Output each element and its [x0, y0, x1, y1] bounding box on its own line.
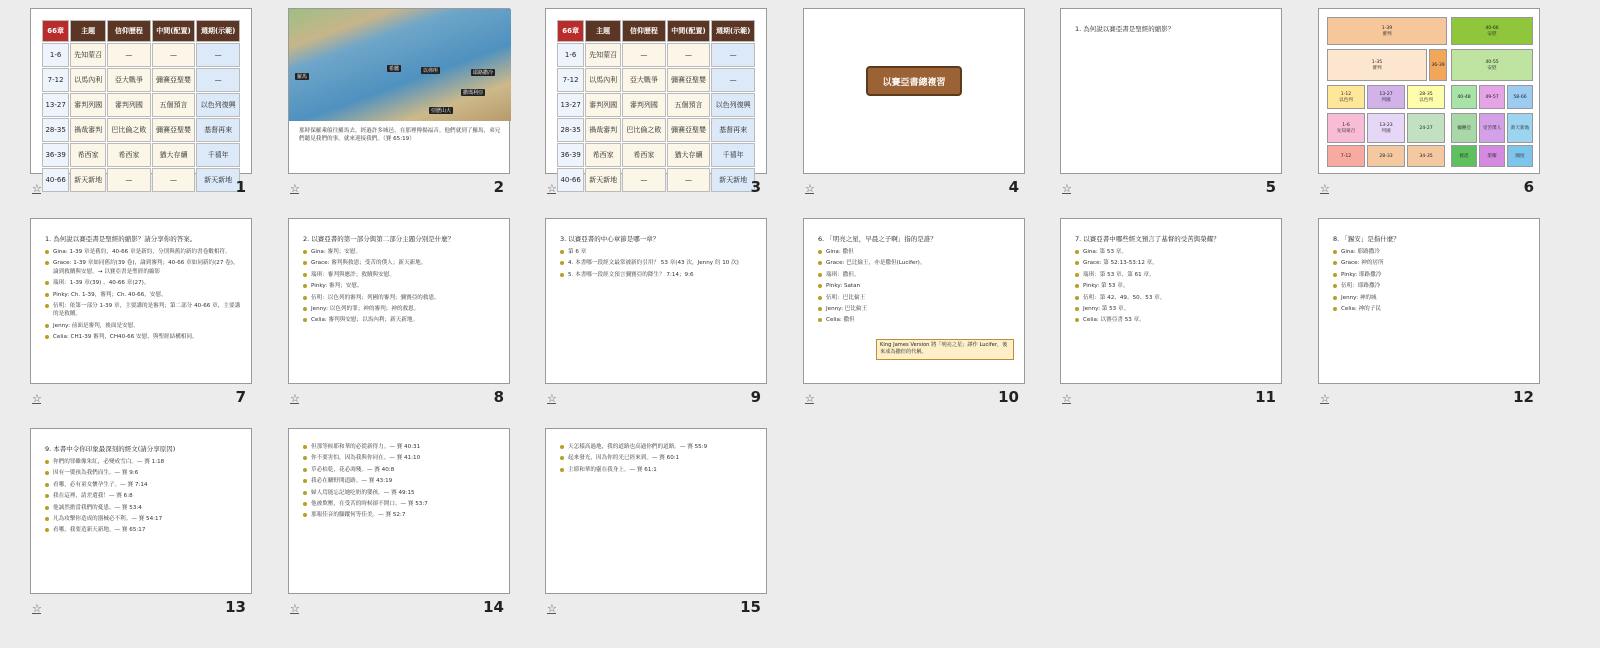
bullet-item: Grace: 1-39 章如同舊約(39 卷)，論到審判；40-66 章如同新約(27 卷)，論到救贖與安慰。→ 以賽亞書是聖經的縮影	[53, 259, 241, 276]
slide-thumbnail[interactable]	[545, 210, 795, 410]
slide-transition-icon[interactable]: ☆	[1320, 392, 1330, 405]
table-cell: 五個預言	[667, 93, 711, 117]
bullet-list	[1319, 248, 1539, 313]
table-cell: 千禧年	[711, 143, 755, 167]
table-cell: 40-66	[42, 168, 69, 192]
table-cell: 13-27	[557, 93, 584, 117]
slide-transition-icon[interactable]: ☆	[547, 182, 557, 195]
table-cell: —	[107, 168, 151, 192]
table-cell: 審判列國	[622, 93, 666, 117]
table-cell: 審判列國	[585, 93, 621, 117]
table-cell: 7-12	[557, 68, 584, 92]
table-cell: —	[152, 168, 196, 192]
timeline-table	[41, 19, 241, 193]
table-header-cell: 中間(配置)	[667, 20, 711, 42]
bullet-item: Pinky: 耶路撒冷	[1341, 271, 1529, 279]
slide-number: 10	[998, 388, 1019, 406]
slide-number: 1	[235, 178, 246, 196]
slide-preview[interactable]	[803, 218, 1025, 384]
bullet-item: 起來發光，因為你的光已經來到。— 賽 60:1	[568, 454, 756, 462]
bullet-item: 草必枯乾，花必凋殘。— 賽 40:8	[311, 466, 499, 474]
slide-transition-icon[interactable]: ☆	[1320, 182, 1330, 195]
bullet-list	[289, 443, 509, 520]
table-cell: 13-27	[42, 93, 69, 117]
bullet-item: 我必在曠野開道路。— 賽 43:19	[311, 477, 499, 485]
table-row	[557, 43, 755, 67]
bullet-item: 4. 本書哪一段經文最常被新約引用？ 53 章(43 次，Jenny 約 10 次)	[568, 259, 756, 267]
bullet-item: Celia: 審判與安慰；以馬內利；新天新地。	[311, 316, 499, 324]
structure-box: 彌賽亞	[1451, 113, 1477, 143]
table-cell: 彌賽亞聖嬰	[152, 118, 196, 142]
table-cell: —	[667, 168, 711, 192]
bullet-item: 瑞琪：第 53 章、第 61 章。	[1083, 271, 1271, 279]
slide-title: 1. 為何說以賽亞書是聖經的縮影？請分享你的答案。	[45, 235, 197, 243]
table-cell: 36-39	[557, 143, 584, 167]
table-header-cell: 66章	[557, 20, 584, 42]
structure-box: 13-23 列國	[1367, 113, 1405, 143]
slide-preview[interactable]	[288, 428, 510, 594]
slide-number: 7	[235, 388, 246, 406]
slide-title: 3. 以賽亞書的中心章節是哪一章？	[560, 235, 660, 243]
bullet-item: Jenny: 第 53 章。	[1083, 305, 1271, 313]
structure-box: 榮耀	[1479, 145, 1505, 167]
table-row	[557, 68, 755, 92]
slide-thumbnail[interactable]	[288, 0, 538, 200]
structure-box: 36-39	[1429, 49, 1447, 81]
bullet-list	[546, 248, 766, 279]
bullet-item: 瑞琪：審判與應許；救贖與安慰。	[311, 271, 499, 279]
table-row	[557, 93, 755, 117]
slide-number: 9	[750, 388, 761, 406]
slide-thumbnail[interactable]	[545, 420, 795, 620]
slide-thumbnail[interactable]	[288, 210, 538, 410]
slide-number: 13	[225, 598, 246, 616]
table-header-cell: 主題	[585, 20, 621, 42]
table-cell: 猶大存續	[667, 143, 711, 167]
table-cell: 彌賽亞聖嬰	[667, 118, 711, 142]
table-row	[557, 118, 755, 142]
bullet-item: Grace: 審判與救恩；受苦的僕人；新天新地。	[311, 259, 499, 267]
table-cell: 新天新地	[196, 168, 240, 192]
slide-preview[interactable]	[30, 8, 252, 184]
bullet-item: 伍明：第 42、49、50、53 章。	[1083, 294, 1271, 302]
bullet-item: Gina: 審判；安慰。	[311, 248, 499, 256]
table-cell: —	[711, 68, 755, 92]
slide-number: 3	[750, 178, 761, 196]
slide-number: 15	[740, 598, 761, 616]
map-caption: 那時保羅乘船往羅馬去，經過許多城邑，在那裡傳揚福音。他們就到了羅馬，弟兄們聽見我們的事，就來迎接我們。（賽 65:19）	[299, 128, 501, 143]
bullet-item: Celia: 神的子民	[1341, 305, 1529, 313]
structure-box: 49-57	[1479, 85, 1505, 109]
bullet-item: 你不要害怕，因為我與你同在。— 賽 41:10	[311, 454, 499, 462]
table-cell: 28-35	[42, 118, 69, 142]
table-cell: 以色列復興	[711, 93, 755, 117]
table-cell: 基督再來	[196, 118, 240, 142]
table-cell: —	[622, 43, 666, 67]
slide-transition-icon[interactable]: ☆	[290, 602, 300, 615]
slide-preview[interactable]	[1060, 218, 1282, 384]
table-row	[42, 68, 240, 92]
note-box: King James Version 將「明亮之星」譯作 Lucifer，後來成為撒但的代稱。	[876, 339, 1014, 360]
bullet-item: Gina: 1-39 章是舊約，40-66 章是新約，分別與舊約新約書卷數相符。	[53, 248, 241, 256]
slide-title: 2. 以賽亞書的第一部分與第二部分主題分別是什麼？	[303, 235, 455, 243]
structure-box: 58-66	[1507, 85, 1533, 109]
table-cell: 以色列復興	[196, 93, 240, 117]
structure-box: 1-39 審判	[1327, 17, 1447, 45]
bullet-item: 他被欺壓，在受苦的時候卻不開口。— 賽 53:7	[311, 500, 499, 508]
slide-transition-icon[interactable]: ☆	[1062, 392, 1072, 405]
slide-number: 14	[483, 598, 504, 616]
slide-transition-icon[interactable]: ☆	[547, 392, 557, 405]
table-row	[42, 168, 240, 192]
table-cell: 千禧年	[196, 143, 240, 167]
slide-number: 11	[1255, 388, 1276, 406]
table-header-cell: 66章	[42, 20, 69, 42]
slide-transition-icon[interactable]: ☆	[805, 182, 815, 195]
table-cell: 巴比倫之敗	[622, 118, 666, 142]
table-cell: 希西家	[622, 143, 666, 167]
title-plaque: 以賽亞書總複習	[866, 66, 962, 96]
table-cell: —	[107, 43, 151, 67]
structure-box: 國度	[1507, 145, 1533, 167]
table-cell: —	[196, 68, 240, 92]
mediterranean-map	[289, 9, 511, 121]
table-cell: 猶大存續	[152, 143, 196, 167]
slide-thumbnail[interactable]	[1318, 210, 1568, 410]
slide-number: 2	[493, 178, 504, 196]
bullet-item: Grace: 第 52:13-53:12 章。	[1083, 259, 1271, 267]
table-header-cell: 週期(示範)	[711, 20, 755, 42]
bullet-item: 天怎樣高過地，我的道路也高過你們的道路。— 賽 55:9	[568, 443, 756, 451]
table-header-cell: 週期(示範)	[196, 20, 240, 42]
table-cell: 新天新地	[70, 168, 106, 192]
structure-box: 受苦僕人	[1479, 113, 1505, 143]
bullet-item: Celia: 撒但	[826, 316, 1014, 324]
bullet-item: 伍明：耶路撒冷	[1341, 282, 1529, 290]
slide-transition-icon[interactable]: ☆	[290, 182, 300, 195]
bullet-item: Jenny: 以色列的罪；神的審判；神的救恩。	[311, 305, 499, 313]
table-cell: 巴比倫之敗	[107, 118, 151, 142]
table-cell: 希西家	[585, 143, 621, 167]
bullet-item: 凡為攻擊你造成的器械必不利。— 賽 54:17	[53, 515, 241, 523]
table-header-cell: 信仰歷程	[107, 20, 151, 42]
bullet-item: 但那等候耶和華的必從新得力。— 賽 40:31	[311, 443, 499, 451]
bullet-item: 主耶和華的靈在我身上。— 賽 61:1	[568, 466, 756, 474]
slide-preview[interactable]	[288, 8, 510, 174]
bullet-item: Jenny: 巴比倫王	[826, 305, 1014, 313]
map-label: 撒瑪利亞	[463, 90, 484, 96]
table-row	[42, 118, 240, 142]
bullet-list	[31, 458, 251, 535]
slide-transition-icon[interactable]: ☆	[805, 392, 815, 405]
structure-box: 28-33	[1367, 145, 1405, 167]
bullet-item: 看哪，我要造新天新地。— 賽 65:17	[53, 526, 241, 534]
structure-box: 1-6 先知蒙召	[1327, 113, 1365, 143]
slide-number: 8	[493, 388, 504, 406]
slide-thumbnail[interactable]	[1060, 210, 1310, 410]
map-label: 以弗所	[423, 68, 439, 74]
bullet-item: 因有一嬰孩為我們而生。— 賽 9:6	[53, 469, 241, 477]
slide-thumbnail[interactable]	[545, 0, 795, 200]
slide-preview[interactable]	[1318, 218, 1540, 384]
slide-transition-icon[interactable]: ☆	[290, 392, 300, 405]
bullet-item: Grace: 神的居所	[1341, 259, 1529, 267]
table-cell: 新天新地	[711, 168, 755, 192]
table-cell: 彌賽亞聖嬰	[667, 68, 711, 92]
table-cell: 希西家	[70, 143, 106, 167]
table-cell: 先知蒙召	[585, 43, 621, 67]
slide-preview[interactable]	[288, 218, 510, 384]
table-row	[42, 143, 240, 167]
bullet-item: Pinky: 第 53 章。	[1083, 282, 1271, 290]
structure-box: 新天新地	[1507, 113, 1533, 143]
bullet-item: Gina: 耶路撒冷	[1341, 248, 1529, 256]
table-cell: 1-6	[42, 43, 69, 67]
bullet-list	[31, 248, 251, 342]
bullet-item: 你們的罪雖像朱紅，必變成雪白。— 賽 1:18	[53, 458, 241, 466]
bullet-item: Celia: 以賽亞書 53 章。	[1083, 316, 1271, 324]
bullet-item: 那報佳音的腳蹤何等佳美。— 賽 52:7	[311, 511, 499, 519]
table-header-cell: 主題	[70, 20, 106, 42]
table-cell: 28-35	[557, 118, 584, 142]
bullet-item: 伍明：巴比倫王	[826, 294, 1014, 302]
bullet-item: 伍明：以色列的審判；列國的審判；彌賽亞的救恩。	[311, 294, 499, 302]
bullet-item: 伍明：依第一部分 1-39 章，主要講的是審判；第二部分 40-66 章，主要講的是救贖。	[53, 303, 241, 318]
map-label: 亞歷山大	[431, 108, 452, 114]
slide-thumbnail[interactable]	[1060, 0, 1310, 200]
bullet-item: 我在這裡，請差遣我！— 賽 6:8	[53, 492, 241, 500]
slide-thumbnail[interactable]	[288, 420, 538, 620]
structure-box: 1-35 審判	[1327, 49, 1427, 81]
table-cell: 彌賽亞聖嬰	[152, 68, 196, 92]
slide-preview[interactable]	[545, 218, 767, 384]
table-cell: 亞大戰爭	[622, 68, 666, 92]
slide-number: 5	[1265, 178, 1276, 196]
bullet-item: Pinky: 審判；安慰。	[311, 282, 499, 290]
slide-transition-icon[interactable]: ☆	[32, 602, 42, 615]
bullet-item: Pinky: Ch. 1-39，審判；Ch. 40-66，安慰。	[53, 291, 241, 299]
table-row	[42, 93, 240, 117]
slide-preview[interactable]	[1318, 8, 1540, 174]
slide-title: 8. 「錫安」是指什麼？	[1333, 235, 1400, 243]
table-row	[557, 168, 755, 192]
table-cell: 40-66	[557, 168, 584, 192]
slide-transition-icon[interactable]: ☆	[547, 602, 557, 615]
table-row	[42, 43, 240, 67]
bullet-item: 他誠然擔當我們的憂患。— 賽 53:4	[53, 504, 241, 512]
bullet-item: 第 6 章	[568, 248, 756, 256]
slide-preview[interactable]	[30, 428, 252, 594]
slide-preview[interactable]	[1060, 8, 1282, 174]
timeline-table	[556, 19, 756, 193]
table-cell: 禍哉審判	[585, 118, 621, 142]
table-cell: —	[196, 43, 240, 67]
slide-thumbnail[interactable]	[803, 0, 1053, 200]
bullet-item: 5. 本書哪一段經文預言彌賽亞的降生？ 7:14；9:6	[568, 271, 756, 279]
structure-box: 40-55 安慰	[1451, 49, 1533, 81]
slide-preview[interactable]	[30, 218, 252, 384]
table-cell: —	[711, 43, 755, 67]
slide-transition-icon[interactable]: ☆	[32, 182, 42, 195]
slide-transition-icon[interactable]: ☆	[1062, 182, 1072, 195]
map-label: 希臘	[389, 66, 400, 72]
slide-thumbnail[interactable]	[1318, 0, 1568, 200]
bullet-item: Jenny: 神的城	[1341, 294, 1529, 302]
slide-title: 6. 「明亮之星，早晨之子啊」指的是誰？	[818, 235, 937, 243]
structure-box: 40-48	[1451, 85, 1477, 109]
structure-box: 34-35	[1407, 145, 1445, 167]
map-label: 羅馬	[297, 74, 308, 80]
bullet-list	[546, 443, 766, 474]
slide-number: 12	[1513, 388, 1534, 406]
bullet-item: Jenny: 前面是審判，後面是安慰。	[53, 322, 241, 330]
table-cell: 1-6	[557, 43, 584, 67]
slide-thumbnail[interactable]	[30, 0, 280, 200]
table-cell: 基督再來	[711, 118, 755, 142]
slide-title: 7. 以賽亞書中哪些經文預言了基督的受苦與榮耀？	[1075, 235, 1220, 243]
bullet-list	[804, 248, 1024, 325]
slide-number: 4	[1008, 178, 1019, 196]
table-cell: —	[152, 43, 196, 67]
slide-thumbnail[interactable]	[30, 420, 280, 620]
table-header-cell: 中間(配置)	[152, 20, 196, 42]
table-cell: 審判列國	[107, 93, 151, 117]
map-label: 耶路撒冷	[473, 70, 494, 76]
bullet-item: 看哪，必有童女懷孕生子。— 賽 7:14	[53, 481, 241, 489]
slide-preview[interactable]	[803, 8, 1025, 174]
bullet-item: 婦人焉能忘記她吃奶的嬰孩。— 賽 49:15	[311, 489, 499, 497]
table-cell: 7-12	[42, 68, 69, 92]
structure-box: 救恩	[1451, 145, 1477, 167]
structure-box: 1-12 以色列	[1327, 85, 1365, 109]
bullet-item: Grace: 巴比倫王，亦是撒但(Lucifer)。	[826, 259, 1014, 267]
structure-box: 24-27	[1407, 113, 1445, 143]
bullet-item: Pinky: Satan	[826, 282, 1014, 290]
slide-transition-icon[interactable]: ☆	[32, 392, 42, 405]
slide-number: 6	[1523, 178, 1534, 196]
bullet-item: Gina: 撒但	[826, 248, 1014, 256]
structure-box: 7-12	[1327, 145, 1365, 167]
slide-thumbnail[interactable]	[803, 210, 1053, 410]
slide-preview[interactable]	[545, 8, 767, 184]
bullet-item: 瑞琪：1-39 章(39) ，40-66 章(27)。	[53, 279, 241, 287]
table-cell: 五個預言	[152, 93, 196, 117]
table-cell: 希西家	[107, 143, 151, 167]
bullet-item: 瑞琪：撒但。	[826, 271, 1014, 279]
slide-thumbnail[interactable]	[30, 210, 280, 410]
table-header-cell: 信仰歷程	[622, 20, 666, 42]
bullet-item: Gina: 第 53 章。	[1083, 248, 1271, 256]
table-cell: 禍哉審判	[70, 118, 106, 142]
table-row	[557, 143, 755, 167]
bullet-list	[1061, 248, 1281, 325]
table-cell: 36-39	[42, 143, 69, 167]
bullet-item: Celia: CH1-39 審判，CH40-66 安慰，與聖經結構相同。	[53, 333, 241, 341]
table-cell: 以馬內利	[70, 68, 106, 92]
table-cell: —	[667, 43, 711, 67]
table-cell: 亞大戰爭	[107, 68, 151, 92]
slide-preview[interactable]	[545, 428, 767, 594]
table-cell: —	[622, 168, 666, 192]
slide-title: 1. 為何說以賽亞書是聖經的縮影？	[1075, 25, 1175, 33]
table-cell: 以馬內利	[585, 68, 621, 92]
structure-box: 28-35 以色列	[1407, 85, 1445, 109]
table-cell: 審判列國	[70, 93, 106, 117]
table-cell: 先知蒙召	[70, 43, 106, 67]
slide-title: 9. 本書中令你印象最深刻的經文(請分享原因)	[45, 445, 176, 453]
structure-box: 40-66 安慰	[1451, 17, 1533, 45]
bullet-list	[289, 248, 509, 325]
table-cell: 新天新地	[585, 168, 621, 192]
structure-box: 13-27 列國	[1367, 85, 1405, 109]
